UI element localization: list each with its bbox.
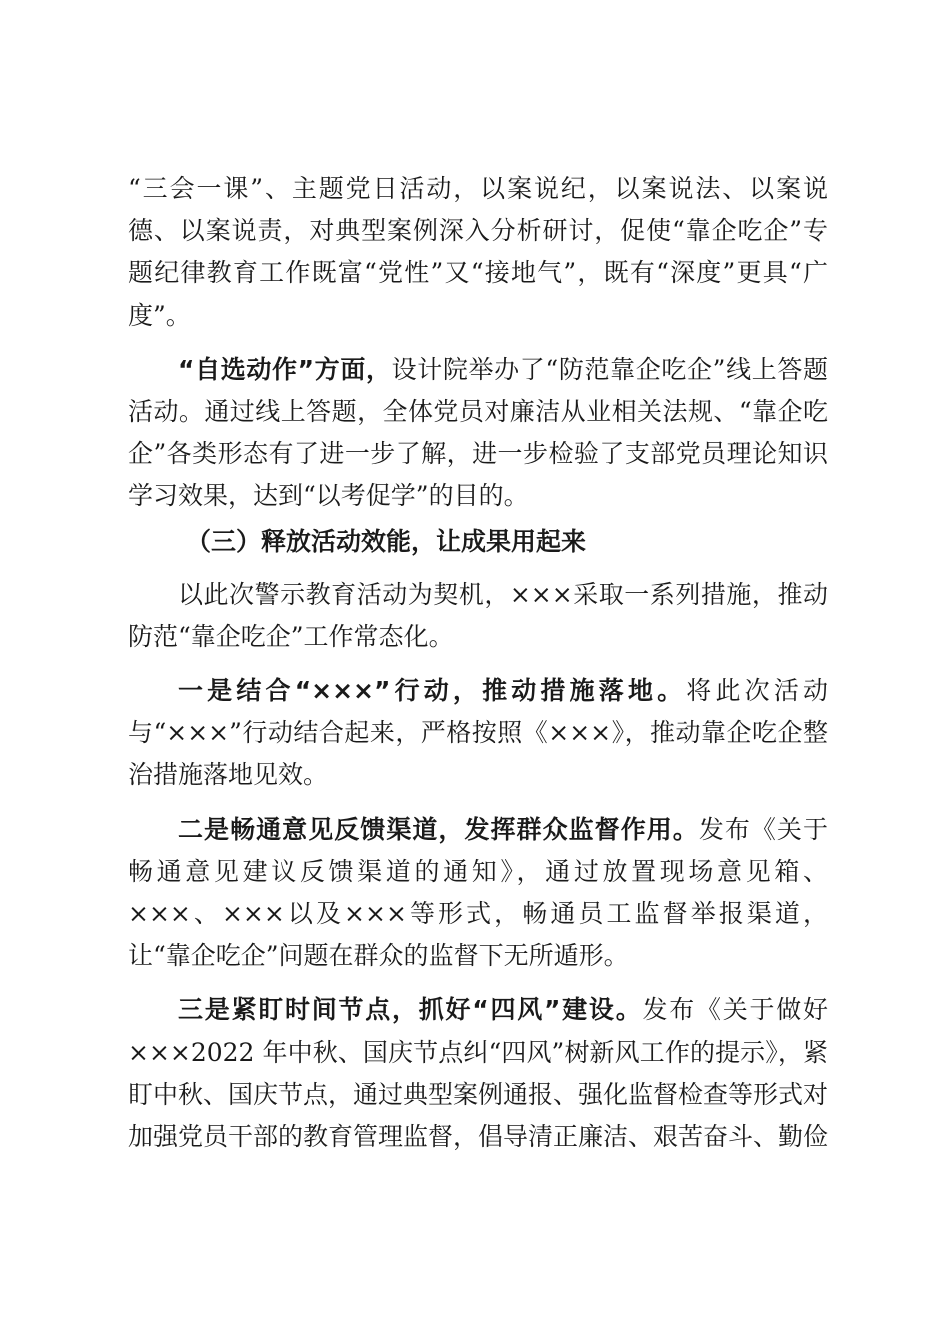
paragraph-text: 发布《关于做好×××2022 年中秋、国庆节点纠“四风”树新风工作的提示》，紧盯中秋、国庆节点，通过典型案例通报、强化监督检查等形式对加强党员干部的教育管理监督，倡导清正廉洁、艰苦奋斗、勤俭 xyxy=(128,995,829,1152)
paragraph-optional-actions xyxy=(128,349,828,518)
paragraph-intro-measures xyxy=(128,574,828,658)
document-page xyxy=(128,168,828,1158)
paragraph-lead: 一是结合“×××”行动，推动措施落地。 xyxy=(178,676,687,706)
paragraph-case-study xyxy=(128,168,828,337)
paragraph-text: “三会一课”、主题党日活动，以案说纪，以案说法、以案说德、以案说责，对典型案例深入分析研讨，促使“靠企吃企”专题纪律教育工作既富“党性”又“接地气”，既有“深度”更具“广度”。 xyxy=(128,174,828,330)
paragraph-lead: 三是紧盯时间节点，抓好“四风”建设。 xyxy=(178,995,643,1025)
paragraph-text: 将此次活动与“×××”行动结合起来，严格按照《×××》，推动靠企吃企整治措施落地见效。 xyxy=(128,676,828,790)
paragraph-text: 设计院举办了“防范靠企吃企”线上答题活动。通过线上答题，全体党员对廉洁从业相关法规、“靠企吃企”各类形态有了进一步了解，进一步检验了支部党员理论知识学习效果，达到“以考促学”的目的。 xyxy=(128,354,828,511)
section-heading-3: （三）释放活动效能，让成果用起来 xyxy=(186,526,587,556)
paragraph-measure-1 xyxy=(128,670,828,797)
paragraph-lead: “自选动作”方面， xyxy=(178,354,392,384)
paragraph-measure-2 xyxy=(128,809,828,978)
paragraph-lead: 二是畅通意见反馈渠道，发挥群众监督作用。 xyxy=(178,814,699,844)
paragraph-text: 以此次警示教育活动为契机，×××采取一系列措施，推动防范“靠企吃企”工作常态化。 xyxy=(128,579,828,651)
paragraph-measure-3 xyxy=(128,989,828,1158)
paragraph-text: 发布《关于畅通意见建议反馈渠道的通知》，通过放置现场意见箱、×××、×××以及×××等形式，畅通员工监督举报渠道，让“靠企吃企”问题在群众的监督下无所遁形。 xyxy=(128,814,828,971)
